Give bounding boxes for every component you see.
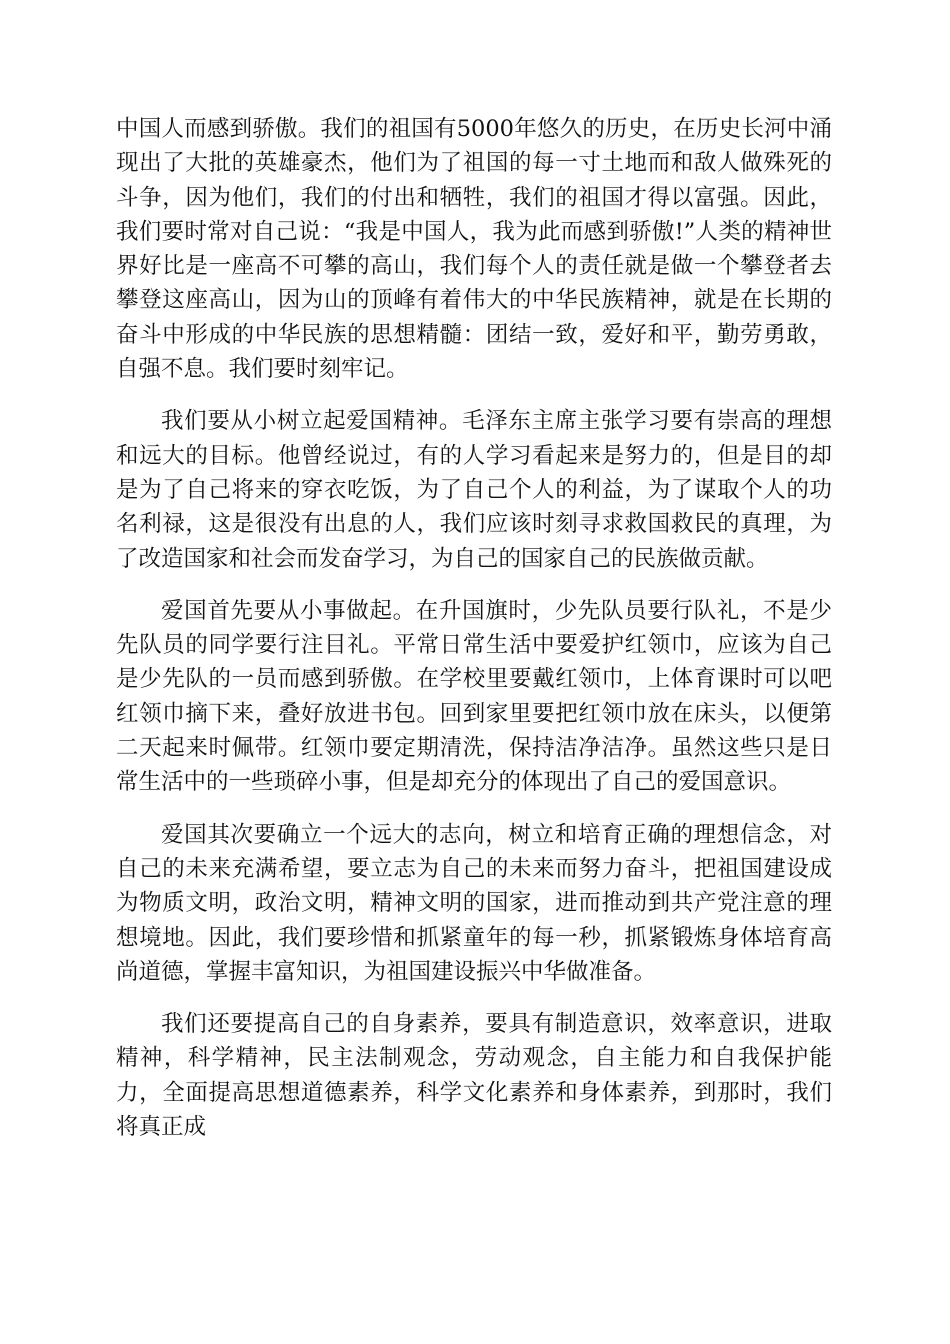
document-page xyxy=(116,112,832,1144)
paragraph-patriotic-spirit: 我们要从小树立起爱国精神。毛泽东主席主张学习要有崇高的理想和远大的目标。他曾经说过，有的人学习看起来是努力的，但是目的却是为了自己将来的穿衣吃饭，为了自己个人的利益，为了谋取个人的功名利禄，这是很没有出息的人，我们应该时刻寻求救国救民的真理，为了改造国家和社会而发奋学习，为自己的国家自己的民族做贡献。 xyxy=(116,408,832,572)
paragraph-continued: 中国人而感到骄傲。我们的祖国有5000年悠久的历史，在历史长河中涌现出了大批的英雄豪杰，他们为了祖国的每一寸土地而和敌人做殊死的斗争，因为他们，我们的付出和牺牲，我们的祖国才得以富强。因此，我们要时常对自己说：“我是中国人，我为此而感到骄傲!”人类的精神世界好比是一座高不可攀的高山，我们每个人的责任就是做一个攀登者去攀登这座高山，因为山的顶峰有着伟大的中华民族精神，就是在长期的奋斗中形成的中华民族的思想精髓：团结一致，爱好和平，勤劳勇敢，自强不息。我们要时刻牢记。 xyxy=(116,116,832,383)
paragraph-self-cultivation: 我们还要提高自己的自身素养，要具有制造意识，效率意识，进取精神，科学精神，民主法制观念，劳动观念，自主能力和自我保护能力，全面提高思想道德素养，科学文化素养和身体素养，到那时，我们将真正成 xyxy=(116,1011,832,1141)
paragraph-ambition: 爱国其次要确立一个远大的志向，树立和培育正确的理想信念，对自己的未来充满希望，要立志为自己的未来而努力奋斗，把祖国建设成为物质文明，政治文明，精神文明的国家，进而推动到共产党注意的理想境地。因此，我们要珍惜和抓紧童年的每一秒，抓紧锻炼身体培育高尚道德，掌握丰富知识，为祖国建设振兴中华做准备。 xyxy=(116,821,832,985)
paragraph-small-things: 爱国首先要从小事做起。在升国旗时，少先队员要行队礼，不是少先队员的同学要行注目礼。平常日常生活中要爱护红领巾，应该为自己是少先队的一员而感到骄傲。在学校里要戴红领巾，上体育课时可以吧红领巾摘下来，叠好放进书包。回到家里要把红领巾放在床头，以便第二天起来时佩带。红领巾要定期清洗，保持洁净洁净。虽然这些只是日常生活中的一些琐碎小事，但是却充分的体现出了自己的爱国意识。 xyxy=(116,597,832,796)
